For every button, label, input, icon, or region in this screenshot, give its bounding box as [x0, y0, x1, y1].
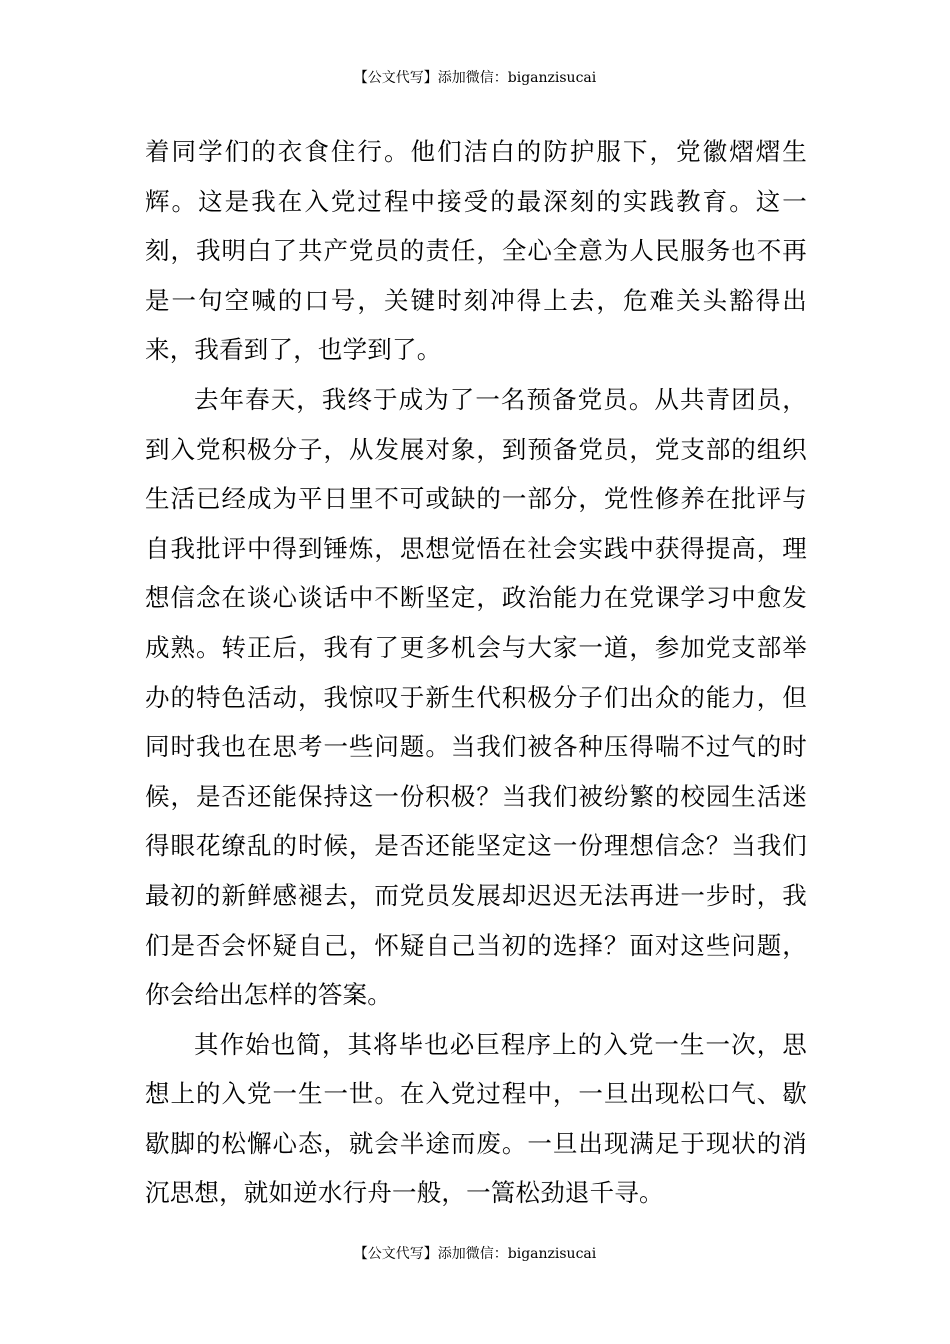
paragraph-reflection: 其作始也简，其将毕也必巨程序上的入党一生一次，思想上的入党一生一世。在入党过程中，一旦出现松口气、歇歇脚的松懈心态，就会半途而废。一旦出现满足于现状的消沉思想，就如逆水行舟一般，一篙松劲退千寻。	[145, 1029, 807, 1208]
page-footer: 【公文代写】添加微信：biganzisucai	[353, 1246, 597, 1262]
paragraph-probationary-member: 去年春天，我终于成为了一名预备党员。从共青团员，到入党积极分子，从发展对象，到预备党员，党支部的组织生活已经成为平日里不可或缺的一部分，党性修养在批评与自我批评中得到锤炼，思想觉悟在社会实践中获得提高，理想信念在谈心谈话中不断坚定，政治能力在党课学习中愈发成熟。转正后，我有了更多机会与大家一道，参加党支部举办的特色活动，我惊叹于新生代积极分子们出众的能力，但同时我也在思考一些问题。当我们被各种压得喘不过气的时候，是否还能保持这一份积极？当我们被纷繁的校园生活迷得眼花缭乱的时候，是否还能坚定这一份理想信念？当我们最初的新鲜感褪去，而党员发展却迟迟无法再进一步时，我们是否会怀疑自己，怀疑自己当初的选择？面对这些问题，你会给出怎样的答案。	[145, 384, 807, 1010]
document-body	[145, 127, 807, 1218]
paragraph-continuation: 着同学们的衣食住行。他们洁白的防护服下，党徽熠熠生辉。这是我在入党过程中接受的最深刻的实践教育。这一刻，我明白了共产党员的责任，全心全意为人民服务也不再是一句空喊的口号，关键时刻冲得上去，危难关头豁得出来，我看到了，也学到了。	[145, 137, 807, 365]
page-header: 【公文代写】添加微信：biganzisucai	[353, 70, 597, 86]
